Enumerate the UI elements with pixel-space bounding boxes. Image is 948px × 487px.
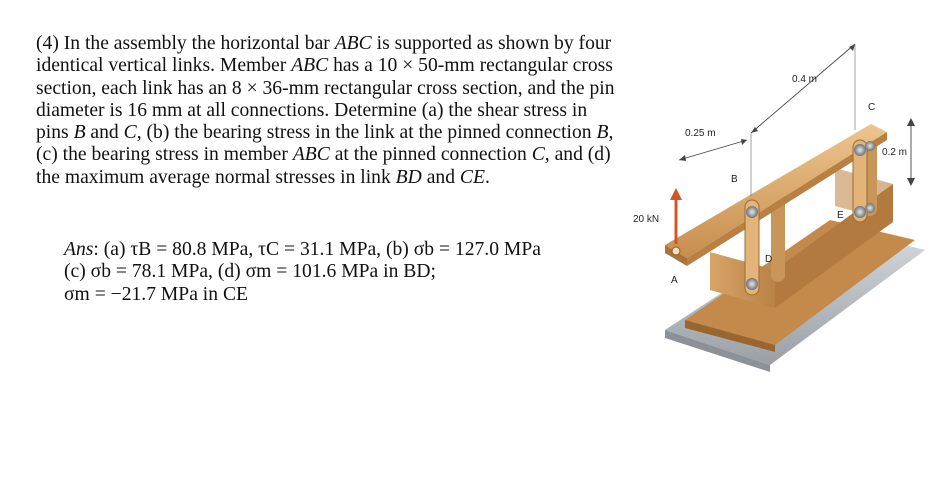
- pin-c-ref: C: [123, 122, 137, 144]
- assembly-figure: [625, 0, 945, 380]
- answer-label: Ans: [64, 239, 94, 260]
- answers-block: [64, 239, 624, 306]
- answer-line-2: (c) σb = 78.1 MPa, (d) σm = 101.6 MPa in BD;: [64, 261, 436, 283]
- assembly-drawing: [625, 0, 945, 380]
- problem-text: , (b) the bearing stress in the link at the pinned connection: [136, 122, 597, 144]
- pin-d: [746, 278, 758, 290]
- answer-line-1: [64, 239, 624, 261]
- problem-text: , and (d) the maximum average normal stresses in link: [36, 144, 611, 188]
- answer-text: : (a) τB = 80.8 MPa, τC = 31.1 MPa, (b) σb = 127.0 MPa: [93, 239, 541, 260]
- point-label-d: D: [765, 254, 773, 265]
- load-label: 20 kN: [633, 214, 660, 225]
- load-arrowhead: [670, 188, 682, 200]
- point-label-c: C: [868, 102, 876, 113]
- point-label-b: B: [731, 174, 738, 185]
- point-label-a: A: [671, 275, 678, 286]
- answer-line-3: σm = −21.7 MPa in CE: [64, 283, 248, 305]
- dim-label-025: 0.25 m: [685, 128, 716, 139]
- problem-paragraph: [36, 33, 621, 189]
- problem-text: at the pinned connection: [329, 144, 532, 166]
- problem-text: , (c) the bearing stress in member: [36, 122, 614, 166]
- dim-line-04: [751, 44, 855, 133]
- dim-label-04: 0.4 m: [792, 74, 818, 85]
- connection-b-ref: B: [596, 122, 609, 144]
- problem-statement: [36, 33, 621, 189]
- problem-text: is supported as shown by four identical vertical links. Member: [36, 33, 612, 77]
- dim-line-025: [679, 140, 747, 160]
- pin-c: [854, 144, 866, 156]
- problem-text: and: [421, 166, 460, 188]
- problem-text: (4) In the assembly the horizontal bar: [36, 33, 335, 54]
- member-abc-ref: ABC: [334, 33, 372, 54]
- link-ce-ref: CE: [459, 166, 485, 188]
- problem-text: has a 10 × 50-mm rectangular cross section, each link has an 8 × 36-mm rectangular cross section, and the pin diameter is 16 mm at all connections. Determine (a) the shear stress in pins: [36, 55, 615, 144]
- dim-label-02: 0.2 m: [882, 147, 908, 158]
- problem-text: .: [484, 166, 490, 188]
- connection-c-ref: C: [531, 144, 545, 166]
- problem-text: and: [85, 122, 124, 144]
- pin-b-ref: B: [73, 122, 86, 144]
- member-abc-ref: ABC: [292, 144, 330, 166]
- pin-b: [746, 206, 758, 218]
- member-abc-ref: ABC: [291, 55, 329, 77]
- point-label-e: E: [837, 210, 844, 221]
- link-bd-ref: BD: [395, 166, 422, 188]
- pin-e: [854, 206, 866, 218]
